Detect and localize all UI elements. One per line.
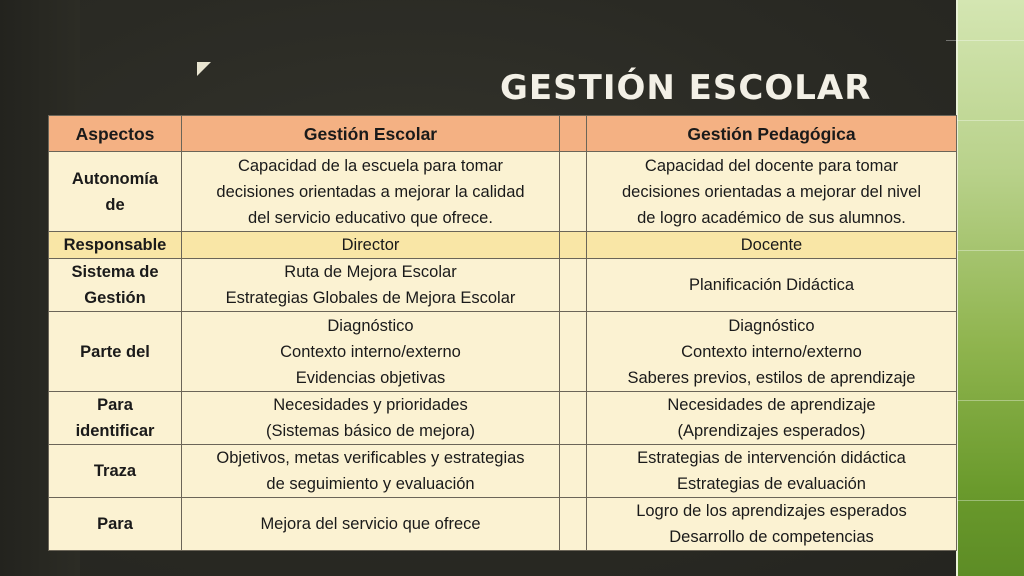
blank-cell	[560, 312, 587, 392]
gestion-escolar-cell	[182, 232, 560, 259]
gestion-escolar-cell-line: Necesidades y prioridades	[273, 396, 468, 414]
aspect-cell	[49, 232, 182, 259]
aspect-cell-line: Para	[97, 396, 133, 414]
aspect-cell	[49, 152, 182, 232]
blank-cell	[560, 392, 587, 445]
gestion-escolar-cell-line: del servicio educativo que ofrece.	[248, 208, 493, 227]
gestion-escolar-cell-line: (Sistemas básico de mejora)	[265, 422, 476, 440]
gestion-escolar-cell-line: decisiones orientadas a mejorar la calidad	[216, 182, 525, 201]
aspect-cell	[49, 259, 182, 312]
gestion-escolar-cell	[182, 259, 560, 312]
aspect-cell	[49, 312, 182, 392]
gestion-pedagogica-cell-line: Saberes previos, estilos de aprendizaje	[627, 368, 916, 387]
aspect-cell	[49, 445, 182, 498]
gestion-escolar-cell-line: Director	[341, 236, 400, 254]
gestion-escolar-cell	[182, 312, 560, 392]
table-row	[49, 152, 957, 232]
aspect-cell-line: de	[105, 195, 125, 214]
gestion-escolar-cell-line: Contexto interno/externo	[280, 342, 461, 361]
gestion-escolar-cell-line: Ruta de Mejora Escolar	[284, 263, 457, 281]
gestion-pedagogica-cell	[587, 232, 957, 259]
header-gestion-escolar: Gestión Escolar	[182, 116, 560, 152]
gestion-pedagogica-cell	[587, 498, 957, 551]
gestion-pedagogica-cell-line: decisiones orientadas a mejorar del nivel	[622, 182, 921, 201]
aspect-cell	[49, 498, 182, 551]
corner-triangle-icon	[197, 62, 211, 76]
table-row	[49, 312, 957, 392]
gestion-escolar-cell	[182, 445, 560, 498]
gestion-pedagogica-cell	[587, 259, 957, 312]
gestion-pedagogica-cell-line: Logro de los aprendizajes esperados	[636, 502, 907, 520]
blank-cell	[560, 152, 587, 232]
gestion-escolar-cell-line: de seguimiento y evaluación	[266, 475, 475, 493]
table-row	[49, 259, 957, 312]
gestion-pedagogica-cell-line: (Aprendizajes esperados)	[677, 422, 866, 440]
header-blank	[560, 116, 587, 152]
comparison-table	[48, 115, 957, 551]
gestion-pedagogica-cell-line: Estrategias de evaluación	[677, 475, 866, 493]
gestion-pedagogica-cell-line: Capacidad del docente para tomar	[644, 156, 899, 175]
gestion-pedagogica-cell	[587, 392, 957, 445]
aspect-cell-line: Traza	[93, 462, 137, 480]
gestion-escolar-cell-line: Evidencias objetivas	[295, 368, 446, 387]
slide-title: GESTIÓN ESCOLAR	[500, 68, 872, 108]
right-decorative-strip	[956, 0, 1024, 576]
gestion-escolar-cell-line: Mejora del servicio que ofrece	[260, 515, 481, 533]
gestion-pedagogica-cell-line: Docente	[740, 236, 803, 254]
gestion-pedagogica-cell-line: Desarrollo de competencias	[669, 528, 874, 546]
gestion-pedagogica-cell	[587, 152, 957, 232]
aspect-cell-line: Para	[97, 515, 133, 533]
gestion-escolar-cell-line: Objetivos, metas verificables y estrategias	[216, 449, 525, 467]
blank-cell	[560, 445, 587, 498]
gestion-pedagogica-cell-line: de logro académico de sus alumnos.	[637, 208, 906, 227]
aspect-cell-line: Gestión	[84, 289, 146, 307]
gestion-pedagogica-cell-line: Planificación Didáctica	[688, 276, 855, 294]
gestion-escolar-cell	[182, 152, 560, 232]
gestion-escolar-cell-line: Estrategias Globales de Mejora Escolar	[225, 289, 516, 307]
blank-cell	[560, 498, 587, 551]
gestion-pedagogica-cell	[587, 445, 957, 498]
table-header-row	[49, 116, 957, 152]
gestion-escolar-cell	[182, 498, 560, 551]
gestion-pedagogica-cell-line: Estrategias de intervención didáctica	[637, 449, 906, 467]
gestion-escolar-cell	[182, 392, 560, 445]
header-gestion-pedagogica: Gestión Pedagógica	[587, 116, 957, 152]
blank-cell	[560, 259, 587, 312]
gestion-pedagogica-cell-line: Contexto interno/externo	[681, 342, 862, 361]
gestion-pedagogica-cell-line: Necesidades de aprendizaje	[667, 396, 876, 414]
aspect-cell-line: Parte del	[80, 342, 150, 361]
table-row	[49, 232, 957, 259]
aspect-cell-line: Autonomía	[71, 169, 159, 188]
blank-cell	[560, 232, 587, 259]
table-row	[49, 392, 957, 445]
header-aspectos: Aspectos	[49, 116, 182, 152]
gestion-pedagogica-cell-line: Diagnóstico	[728, 316, 815, 335]
gestion-pedagogica-cell	[587, 312, 957, 392]
aspect-cell	[49, 392, 182, 445]
table-row	[49, 498, 957, 551]
table-row	[49, 445, 957, 498]
gestion-escolar-cell-line: Capacidad de la escuela para tomar	[237, 156, 504, 175]
gestion-escolar-cell-line: Diagnóstico	[327, 316, 414, 335]
aspect-cell-line: identificar	[75, 422, 155, 440]
aspect-cell-line: Sistema de	[71, 263, 159, 281]
aspect-cell-line: Responsable	[63, 236, 167, 254]
